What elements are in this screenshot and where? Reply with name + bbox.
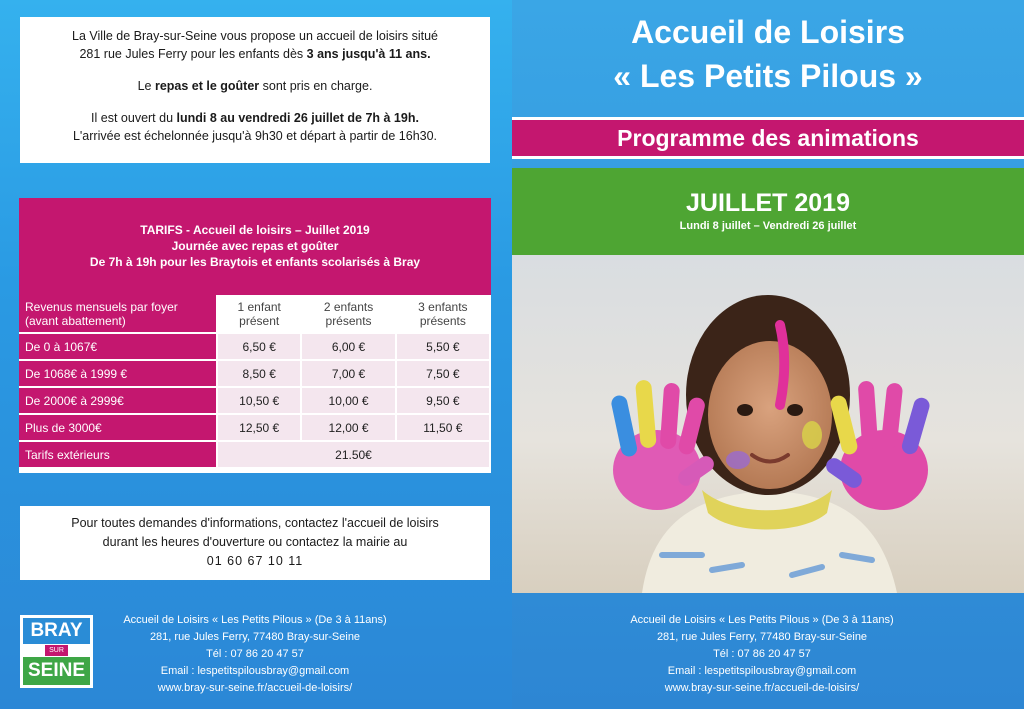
intro-age-range: 3 ans jusqu'à 11 ans.: [306, 47, 431, 61]
col-header-3-enfants: 3 enfants présents: [396, 295, 490, 333]
table-row: [19, 360, 490, 387]
logo-bray: BRAY: [23, 618, 90, 644]
intro-paragraph-hours: [32, 109, 478, 145]
intro-paragraph-meals: [32, 77, 478, 95]
cover-title-line1: Accueil de Loisirs: [631, 14, 905, 50]
table-row-exterieurs: [19, 441, 490, 468]
intro-line2a: 281 rue Jules Ferry pour les enfants dès: [79, 47, 307, 61]
row-label-exterieurs: Tarifs extérieurs: [19, 441, 217, 468]
col-header-revenus: Revenus mensuels par foyer (avant abattement): [19, 295, 217, 333]
month-title: JUILLET 2019: [686, 189, 850, 217]
row-label: De 0 à 1067€: [19, 333, 217, 360]
row-label: De 2000€ à 2999€: [19, 387, 217, 414]
month-banner: [512, 168, 1024, 255]
tarifs-title: TARIFS - Accueil de loisirs – Juillet 2019: [140, 223, 370, 237]
cell-1-enfant: 6,50 €: [217, 333, 301, 360]
footer-website: www.bray-sur-seine.fr/accueil-de-loisirs/: [157, 682, 353, 694]
contact-phone: 01 60 67 10 11: [206, 554, 304, 568]
tarifs-hours: De 7h à 19h pour les Braytois et enfants scolarisés à Bray: [89, 255, 421, 269]
footer-left: [105, 612, 405, 697]
cell-1-enfant: 12,50 €: [217, 414, 301, 441]
intro-line4a: Il est ouvert du: [91, 111, 177, 125]
footer-name: Accueil de Loisirs « Les Petits Pilous » (De 3 à 11ans): [630, 614, 894, 626]
row-label: De 1068€ à 1999 €: [19, 360, 217, 387]
cell-3-enfants: 5,50 €: [396, 333, 490, 360]
bray-sur-seine-logo: [20, 615, 93, 688]
logo-sur: SUR: [45, 645, 68, 656]
footer-email: Email : lespetitspilousbray@gmail.com: [160, 665, 350, 677]
table-row: [19, 414, 490, 441]
tarifs-header: [19, 198, 491, 295]
cover-title: [512, 10, 1024, 98]
cell-3-enfants: 11,50 €: [396, 414, 490, 441]
table-row: [19, 387, 490, 414]
contact-line2: durant les heures d'ouverture ou contactez la mairie au: [102, 535, 408, 549]
tarifs-subtitle: Journée avec repas et goûter: [171, 239, 339, 253]
intro-line1: La Ville de Bray-sur-Seine vous propose un accueil de loisirs situé: [72, 29, 438, 43]
intro-box: [20, 17, 490, 163]
col-header-1-enfant: 1 enfant présent: [217, 295, 301, 333]
right-painted-hand: [823, 381, 931, 510]
cell-exterieurs-value: 21.50€: [217, 441, 490, 468]
intro-dates-hours: lundi 8 au vendredi 26 juillet de 7h à 19h.: [176, 111, 419, 125]
table-header-row: [19, 295, 490, 333]
cell-1-enfant: 8,50 €: [217, 360, 301, 387]
row-label: Plus de 3000€: [19, 414, 217, 441]
logo-seine: SEINE: [23, 657, 90, 685]
intro-line3c: sont pris en charge.: [259, 79, 373, 93]
footer-phone: Tél : 07 86 20 47 57: [206, 648, 304, 660]
month-dates: Lundi 8 juillet – Vendredi 26 juillet: [679, 220, 857, 232]
footer-right: [612, 612, 912, 697]
intro-paragraph-location: [32, 27, 478, 63]
contact-line1: Pour toutes demandes d'informations, contactez l'accueil de loisirs: [71, 516, 439, 530]
cell-3-enfants: 9,50 €: [396, 387, 490, 414]
intro-line5: L'arrivée est échelonnée jusqu'à 9h30 et départ à partir de 16h30.: [72, 129, 438, 143]
footer-address: 281, rue Jules Ferry, 77480 Bray-sur-Seine: [656, 631, 868, 643]
col-header-2-enfants: 2 enfants présents: [301, 295, 395, 333]
photo-illustration: [512, 255, 1024, 593]
cell-2-enfants: 12,00 €: [301, 414, 395, 441]
cell-2-enfants: 7,00 €: [301, 360, 395, 387]
footer-name: Accueil de Loisirs « Les Petits Pilous » (De 3 à 11ans): [123, 614, 387, 626]
cover-title-line2: « Les Petits Pilous »: [613, 58, 923, 94]
intro-meals: repas et le goûter: [154, 79, 260, 93]
footer-email: Email : lespetitspilousbray@gmail.com: [667, 665, 857, 677]
contact-box: [20, 506, 490, 580]
table-row: [19, 333, 490, 360]
child-painted-hands-photo: [512, 255, 1024, 593]
cell-3-enfants: 7,50 €: [396, 360, 490, 387]
logo-sur-band: [23, 644, 90, 657]
footer-address: 281, rue Jules Ferry, 77480 Bray-sur-Seine: [149, 631, 361, 643]
tarifs-box: [19, 198, 491, 473]
tarifs-table: [19, 295, 491, 469]
footer-phone: Tél : 07 86 20 47 57: [713, 648, 811, 660]
cell-2-enfants: 10,00 €: [301, 387, 395, 414]
cell-1-enfant: 10,50 €: [217, 387, 301, 414]
intro-line3a: Le: [137, 79, 155, 93]
cell-2-enfants: 6,00 €: [301, 333, 395, 360]
footer-website: www.bray-sur-seine.fr/accueil-de-loisirs/: [664, 682, 860, 694]
programme-banner: Programme des animations: [512, 117, 1024, 159]
